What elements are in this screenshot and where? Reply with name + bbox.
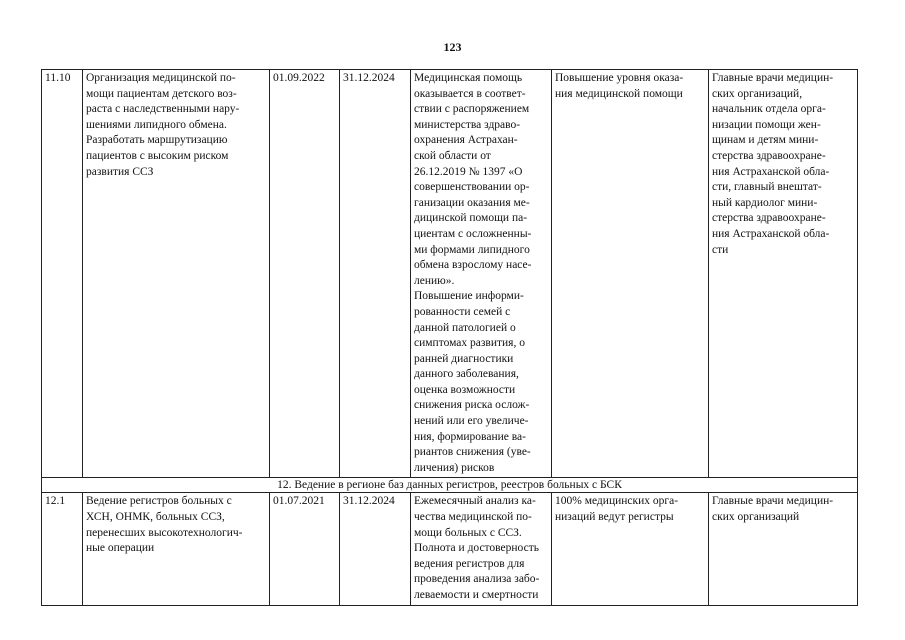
page-number: 123 — [443, 40, 462, 54]
result-cell — [411, 493, 552, 605]
responsible-line: ских организаций — [712, 511, 800, 524]
result-line: дицинской помощи па- — [414, 212, 528, 225]
responsible-line: сти — [712, 243, 729, 256]
result-line: ской области от — [414, 149, 491, 162]
responsible-line: щинам и детям мини- — [712, 134, 819, 147]
result-line: ния, формирование ва- — [414, 430, 526, 443]
result-line: 26.12.2019 № 1397 «О — [414, 165, 523, 178]
responsible-line: ный кардиолог мини- — [712, 196, 818, 209]
result-cell — [411, 70, 552, 478]
result-line: рованности семей с — [414, 305, 511, 318]
result-line: Повышение информи- — [414, 290, 524, 303]
result-line: данного заболевания, — [414, 368, 519, 381]
row-number-cell — [42, 70, 83, 478]
result-line: циентам с осложненны- — [414, 227, 532, 240]
measure-line: перенесших высокотехнологич- — [86, 526, 243, 539]
responsible-line: ния Астраханской обла- — [712, 227, 830, 240]
result-line: Полнота и достоверность — [414, 542, 539, 555]
result-line: оценка возможности — [414, 383, 516, 396]
responsible-line: Главные врачи медицин- — [712, 495, 834, 508]
result-line: чества медицинской по- — [414, 511, 532, 524]
measure-line: раста с наследственными нару- — [86, 103, 240, 116]
table-row — [42, 70, 858, 478]
measure-line: ХСН, ОНМК, больных ССЗ, — [86, 511, 225, 524]
measure-line: пациентов с высоким риском — [86, 149, 229, 162]
responsible-line: низации помощи жен- — [712, 118, 821, 131]
responsible-line: начальник отдела орга- — [712, 103, 826, 116]
result-line: ведения регистров для — [414, 557, 525, 570]
result-line: совершенствовании ор- — [414, 181, 530, 194]
result-line: ствии с распоряжением — [414, 103, 530, 116]
start-date: 01.09.2022 — [273, 72, 325, 84]
measure-line: мощи пациентам детского воз- — [86, 87, 237, 100]
responsible-line: сти, главный внештат- — [712, 181, 822, 194]
row-number-cell — [42, 493, 83, 605]
indicator-line: 100% медицинских орга- — [555, 495, 679, 508]
measure-line: шениями липидного обмена. — [86, 118, 227, 131]
measure-line: развития ССЗ — [86, 165, 154, 178]
end-date-cell — [340, 493, 411, 605]
section-title: 12. Ведение в регионе баз данных регистров, реестров больных с БСК — [42, 478, 858, 493]
row-number: 11.10 — [45, 72, 71, 84]
indicator-line: ния медицинской помощи — [555, 87, 683, 100]
indicator-line: Повышение уровня оказа- — [555, 72, 684, 84]
result-line: оказывается в соответ- — [414, 87, 526, 100]
result-line: снижения риска ослож- — [414, 399, 530, 412]
measure-line: Разработать маршрутизацию — [86, 134, 228, 147]
result-line: риантов снижения (уве- — [414, 446, 531, 459]
measure-line: Ведение регистров больных с — [86, 495, 232, 508]
section-header-row — [42, 478, 858, 493]
start-date-cell — [270, 493, 340, 605]
start-date-cell — [270, 70, 340, 478]
responsible-line: ния Астраханской обла- — [712, 165, 830, 178]
start-date: 01.07.2021 — [273, 495, 325, 508]
result-line: ранней диагностики — [414, 352, 514, 365]
result-line: охранения Астрахан- — [414, 134, 518, 147]
result-line: Ежемесячный анализ ка- — [414, 495, 536, 508]
measure-line: ные операции — [86, 542, 155, 555]
responsible-cell — [709, 493, 858, 605]
responsible-line: Главные врачи медицин- — [712, 72, 834, 84]
indicator-cell — [552, 70, 709, 478]
responsible-line: стерства здравоохране- — [712, 149, 826, 162]
result-line: Медицинская помощь — [414, 72, 523, 84]
table-row — [42, 493, 858, 605]
measure-line: Организация медицинской по- — [86, 72, 236, 84]
result-line: министерства здраво- — [414, 118, 521, 131]
result-line: ми формами липидного — [414, 243, 530, 256]
row-number: 12.1 — [45, 495, 66, 508]
result-line: ганизации оказания ме- — [414, 196, 530, 209]
result-line: нений или его увеличе- — [414, 415, 529, 428]
result-line: обмена взрослому насе- — [414, 259, 532, 272]
responsible-line: стерства здравоохране- — [712, 212, 826, 225]
indicator-line: низаций ведут регистры — [555, 511, 674, 524]
measures-table — [41, 69, 858, 606]
responsible-line: ских организаций, — [712, 87, 803, 100]
result-line: данной патологией о — [414, 321, 516, 334]
end-date-cell — [340, 70, 411, 478]
result-line: мощи больных с ССЗ. — [414, 526, 522, 539]
result-line: лению». — [414, 274, 455, 287]
measure-cell — [83, 70, 270, 478]
result-line: проведения анализа забо- — [414, 573, 540, 586]
result-line: леваемости и смертности — [414, 589, 539, 601]
indicator-cell — [552, 493, 709, 605]
responsible-cell — [709, 70, 858, 478]
measure-cell — [83, 493, 270, 605]
result-line: личения) рисков — [414, 461, 495, 474]
result-line: симптомах развития, о — [414, 337, 525, 350]
end-date: 31.12.2024 — [343, 495, 395, 508]
end-date: 31.12.2024 — [343, 72, 395, 84]
